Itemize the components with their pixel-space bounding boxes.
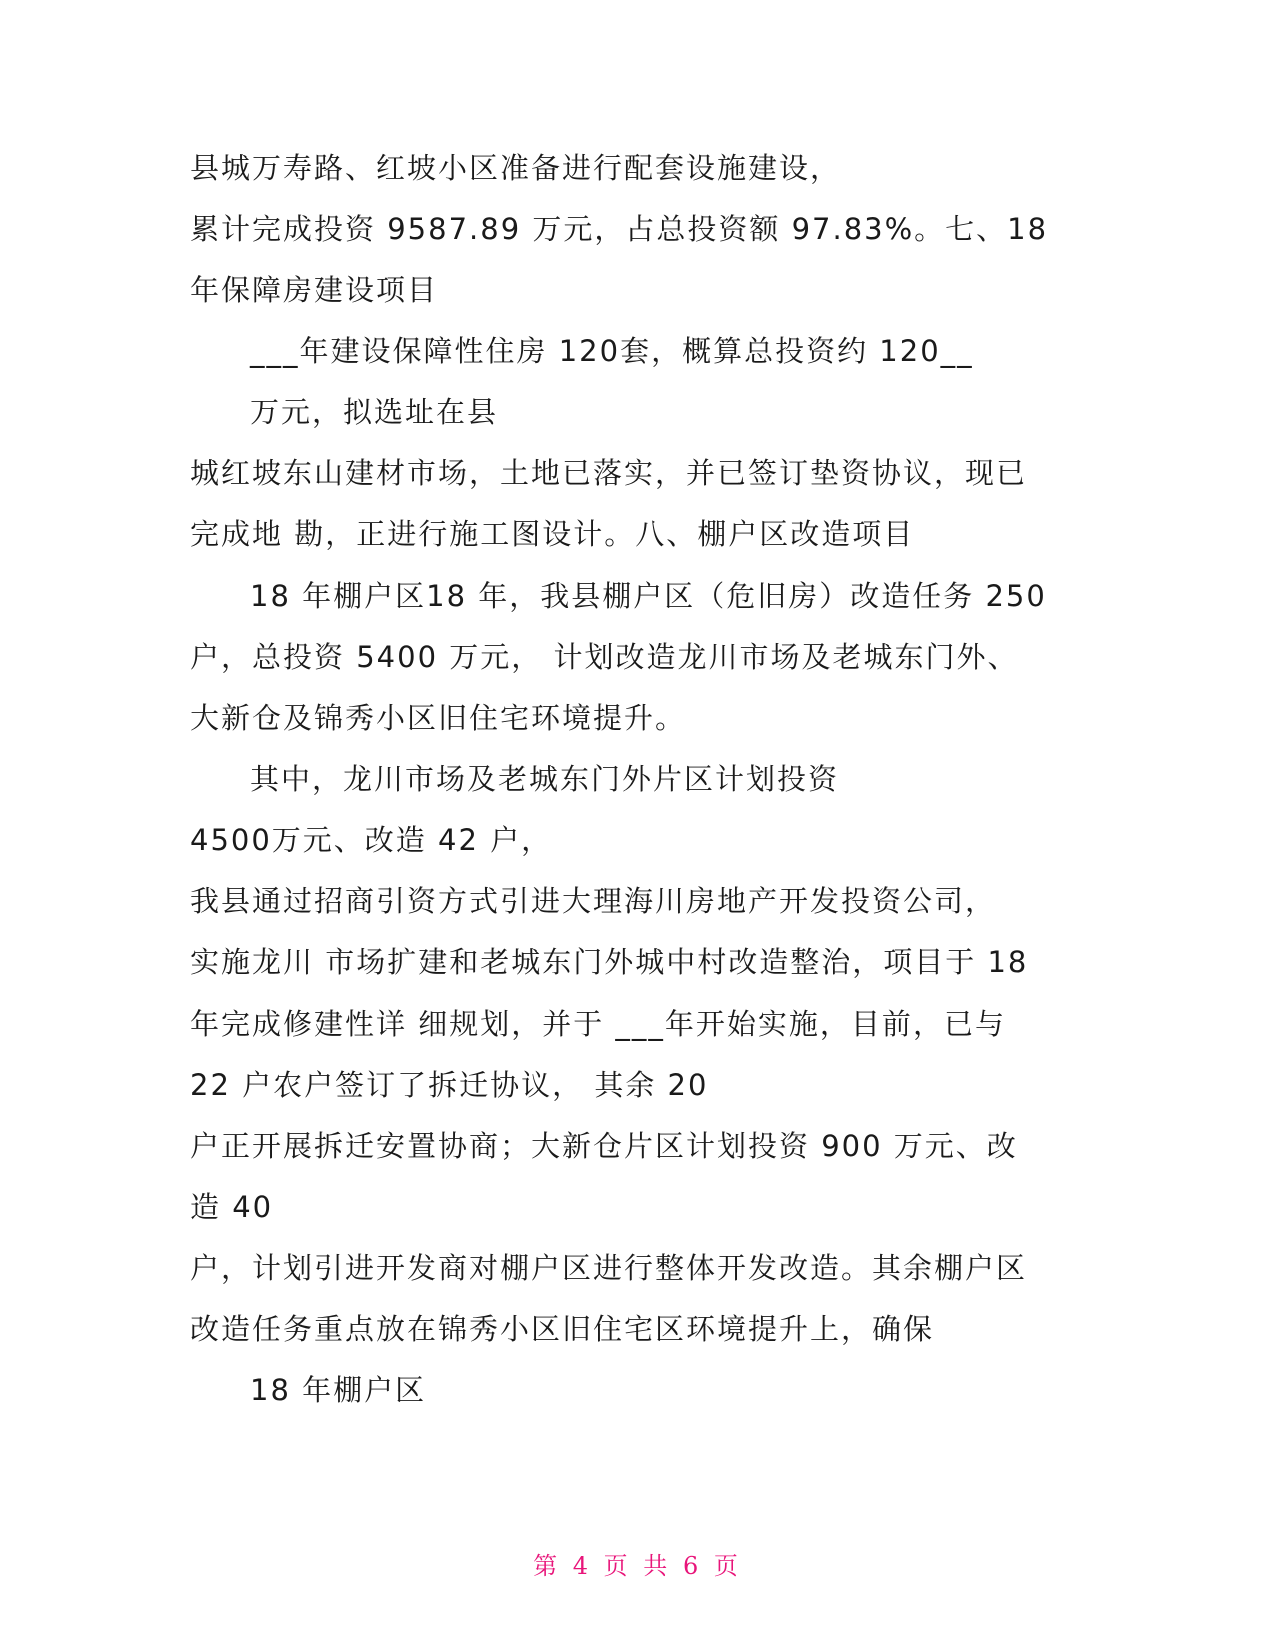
text-line: 改造任务重点放在锦秀小区旧住宅区环境提升上，确保 — [190, 1312, 935, 1346]
text-line: 年完成修建性详 细规划，并于 ___年开始实施，目前，已与 — [190, 1007, 1006, 1041]
text-line: 18 年棚户区 — [250, 1373, 427, 1407]
text-line: 万元，拟选址在县 — [250, 395, 499, 429]
text-line: 其中，龙川市场及老城东门外片区计划投资 — [250, 762, 840, 796]
text-line: 城红坡东山建材市场，土地已落实，并已签订垫资协议，现已 — [190, 456, 1028, 490]
text-line: 户正开展拆迁安置协商；大新仓片区计划投资 900 万元、改 — [190, 1129, 1018, 1163]
text-line: 累计完成投资 9587.89 万元，占总投资额 97.83%。七、18 — [190, 212, 1049, 246]
text-line: 户，计划引进开发商对棚户区进行整体开发改造。其余棚户区 — [190, 1251, 1028, 1285]
text-line: 我县通过招商引资方式引进大理海川房地产开发投资公司， — [190, 884, 997, 918]
page-number-footer: 第 4 页 共 6 页 — [533, 1552, 742, 1580]
text-line: 18 年棚户区18 年，我县棚户区（危旧房）改造任务 250 — [250, 579, 1047, 613]
text-line: 户，总投资 5400 万元， 计划改造龙川市场及老城东门外、 — [190, 640, 1019, 674]
text-line: 4500万元、改造 42 户， — [190, 823, 553, 857]
text-line: 22 户农户签订了拆迁协议， 其余 20 — [190, 1068, 709, 1102]
text-line: 县城万寿路、红坡小区准备进行配套设施建设， — [190, 151, 842, 185]
text-line: 完成地 勘，正进行施工图设计。八、棚户区改造项目 — [190, 517, 915, 551]
text-line: 年保障房建设项目 — [190, 273, 439, 307]
text-line: 造 40 — [190, 1190, 274, 1224]
text-line: 实施龙川 市场扩建和老城东门外城中村改造整治，项目于 18 — [190, 945, 1029, 979]
text-line: ___年建设保障性住房 120套，概算总投资约 120__ — [250, 334, 974, 368]
text-line: 大新仓及锦秀小区旧住宅环境提升。 — [190, 701, 687, 735]
